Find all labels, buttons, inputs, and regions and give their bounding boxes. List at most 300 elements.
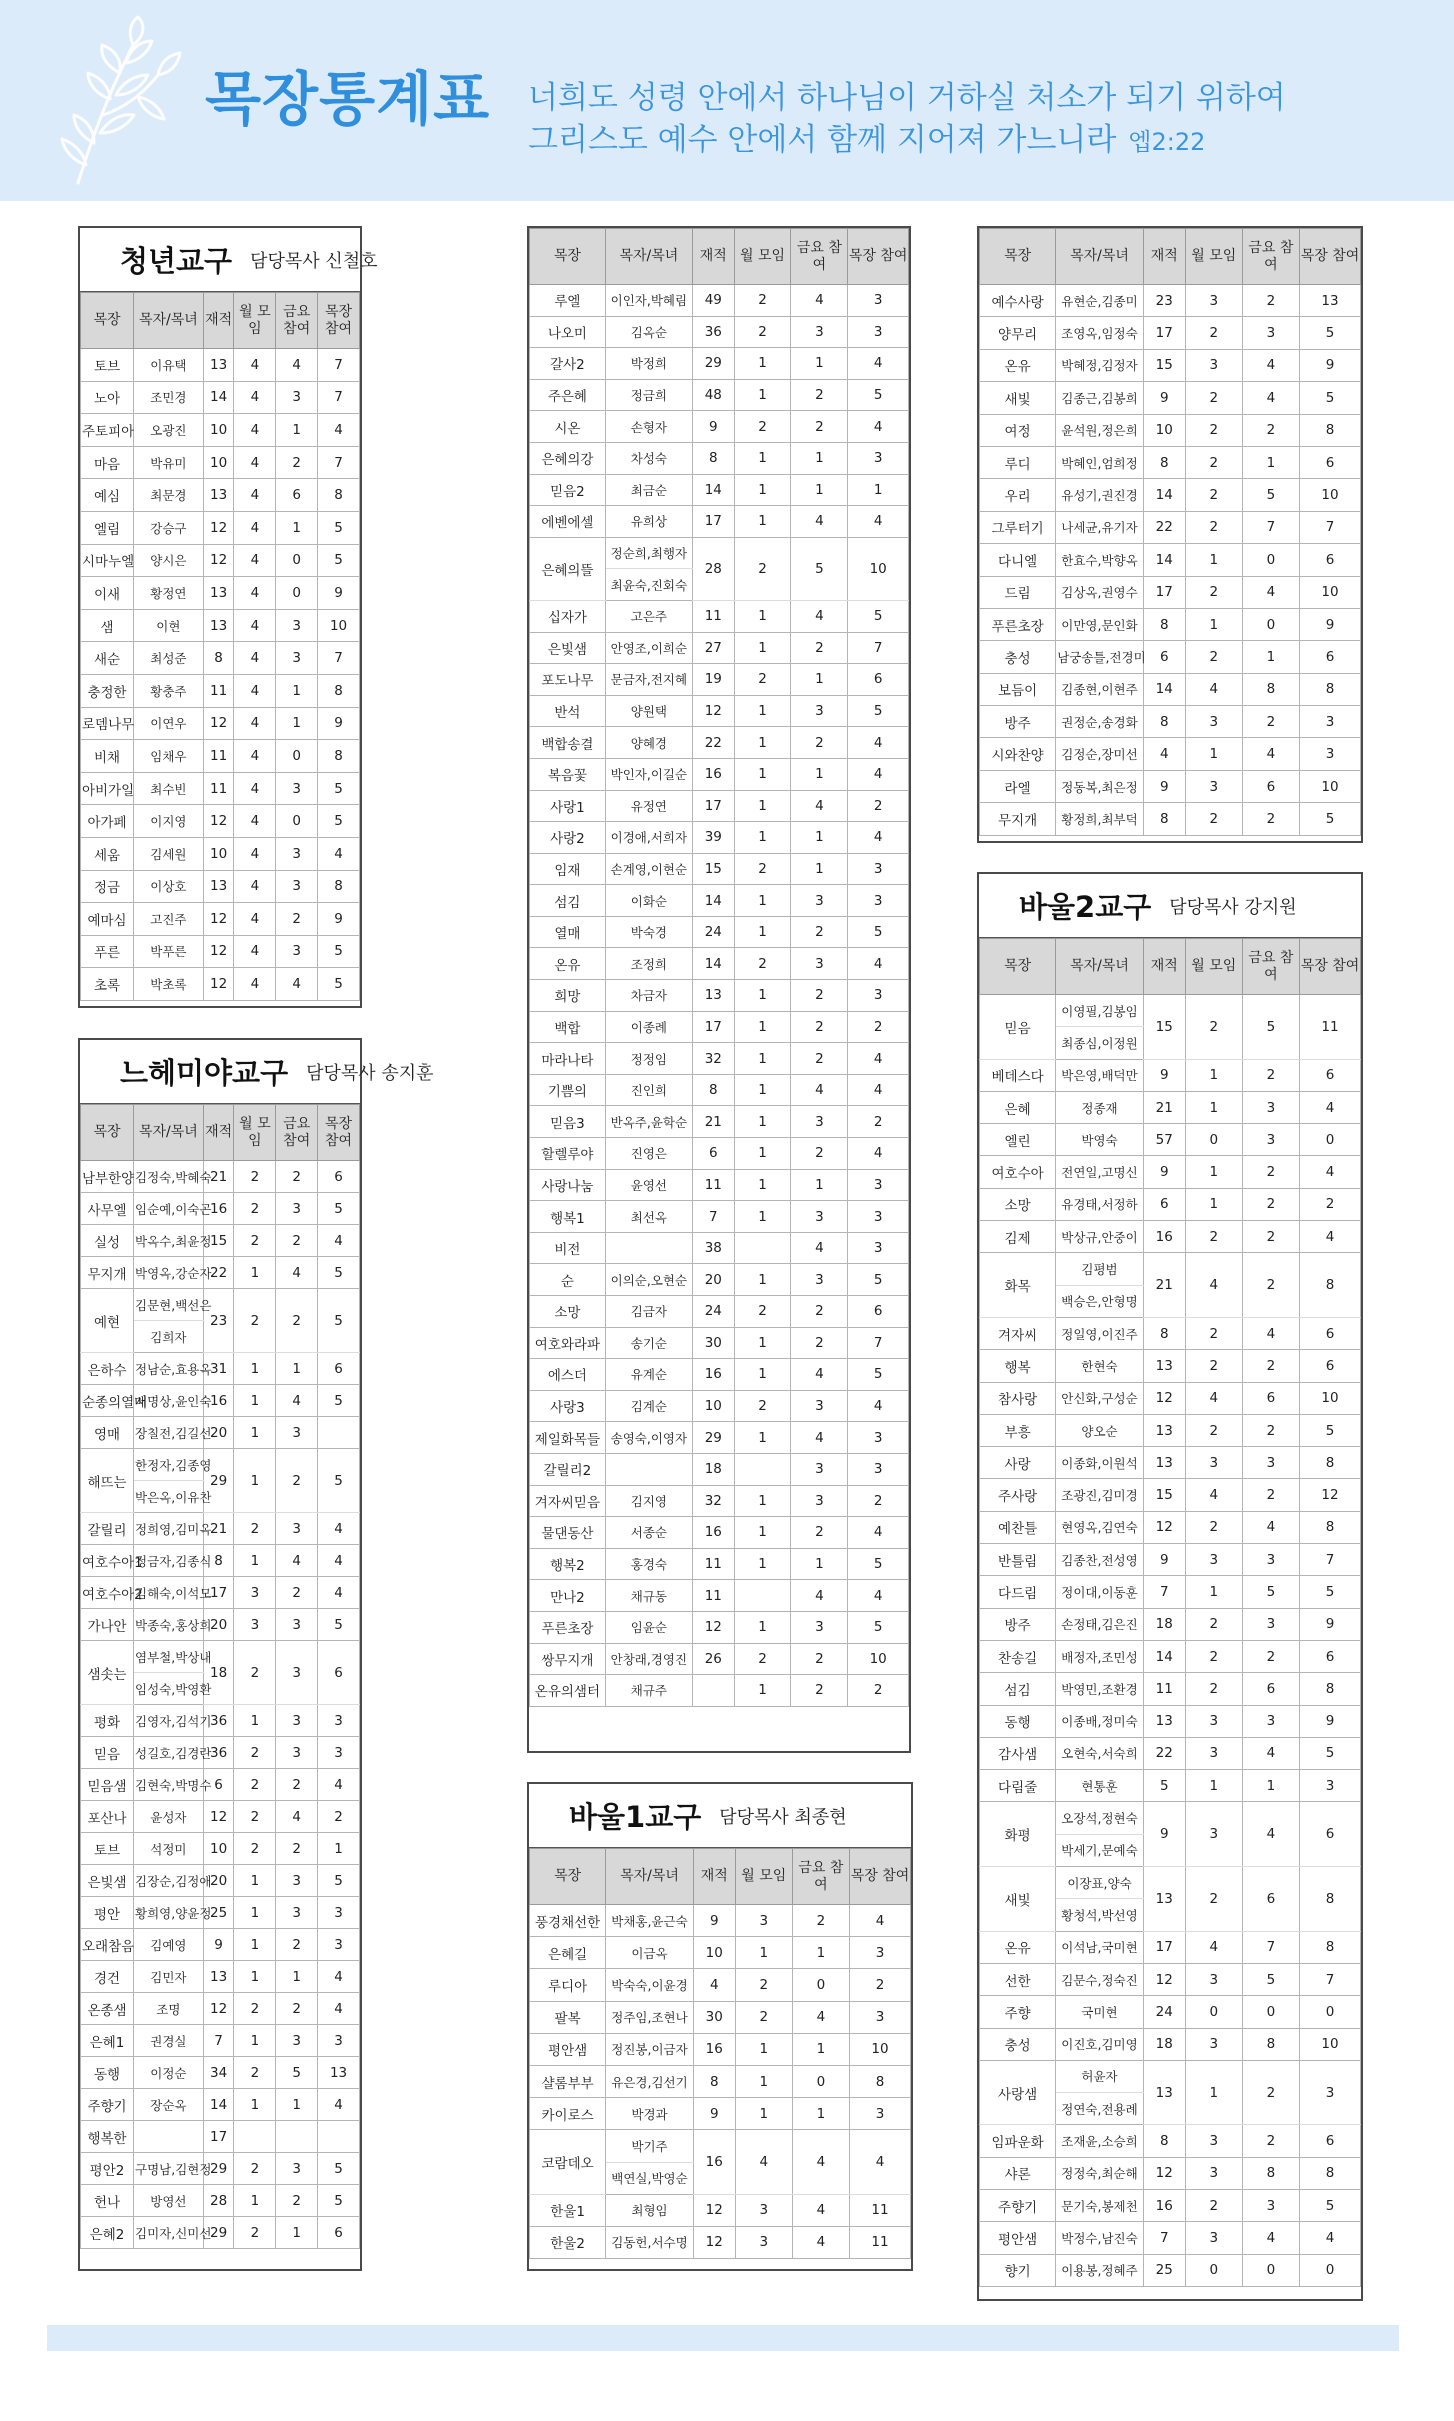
cell-value: 3 xyxy=(791,1611,848,1643)
cell-value: 8 xyxy=(1242,2157,1299,2189)
group-table-nehemiah xyxy=(78,1038,434,2271)
cell-mokjang: 로뎀나무 xyxy=(81,707,134,740)
cell-value: 2 xyxy=(234,1161,276,1193)
table-header-row xyxy=(980,229,1361,285)
cell-mokjang: 은혜2 xyxy=(81,2217,134,2249)
cell-value: 5 xyxy=(848,1359,909,1391)
cell-leaders: 최문경 xyxy=(134,479,204,512)
cell-mokjang: 포산나 xyxy=(81,1801,134,1833)
table-row xyxy=(530,1359,909,1391)
cell-value xyxy=(318,2121,360,2153)
cell-leaders: 김정순,장미선 xyxy=(1056,738,1144,770)
cell-value: 10 xyxy=(1300,576,1361,608)
cell-value: 1 xyxy=(234,1929,276,1961)
cell-leaders: 임윤순 xyxy=(605,1611,692,1643)
cell-mokjang: 새빛 xyxy=(980,1867,1056,1932)
cell-mokjang: 푸른초장 xyxy=(530,1611,606,1643)
cell-value: 15 xyxy=(1143,349,1185,381)
cell-value: 3 xyxy=(791,1264,848,1296)
cell-value: 17 xyxy=(692,1011,734,1043)
cell-value: 3 xyxy=(735,2194,792,2226)
cell-value: 6 xyxy=(203,1769,234,1801)
cell-value: 1 xyxy=(791,822,848,854)
table-header-row xyxy=(81,293,360,349)
table-row xyxy=(81,1353,360,1385)
cell-leaders: 양원택 xyxy=(605,695,692,727)
cell-value: 4 xyxy=(234,805,276,838)
cell-value: 4 xyxy=(1185,1382,1242,1414)
cell-value: 2 xyxy=(276,1993,318,2025)
cell-value: 1 xyxy=(276,511,318,544)
table-row xyxy=(530,1422,909,1454)
cell-mokjang: 사랑3 xyxy=(530,1390,606,1422)
cell-value xyxy=(692,1675,734,1707)
cell-mokjang: 예수사랑 xyxy=(980,285,1056,317)
cell-value: 3 xyxy=(735,1905,792,1937)
cell-value: 3 xyxy=(791,1390,848,1422)
cell-leaders: 이상호 xyxy=(134,870,204,903)
cell-mokjang: 사랑2 xyxy=(530,822,606,854)
table-row xyxy=(81,1161,360,1193)
table-row xyxy=(980,414,1361,446)
cell-leaders: 김예영 xyxy=(134,1929,204,1961)
cell-value: 4 xyxy=(791,1422,848,1454)
cell-value xyxy=(276,2121,318,2153)
cell-leaders: 현영옥,김연숙 xyxy=(1056,1511,1144,1543)
table-row xyxy=(980,608,1361,640)
cell-mokjang: 충성 xyxy=(980,641,1056,673)
cell-value: 4 xyxy=(791,1232,848,1264)
cell-value: 4 xyxy=(234,674,276,707)
cell-value: 2 xyxy=(1185,1867,1242,1932)
cell-value: 4 xyxy=(1185,1253,1242,1318)
cell-value: 8 xyxy=(1300,414,1361,446)
cell-mokjang: 사랑1 xyxy=(530,790,606,822)
cell-value: 18 xyxy=(692,1453,734,1485)
cell-value: 21 xyxy=(203,1513,234,1545)
cell-mokjang: 우리 xyxy=(980,479,1056,511)
table-row xyxy=(81,2057,360,2089)
cell-leaders: 김동헌,서수명 xyxy=(606,2226,694,2258)
cell-mokjang: 찬송길 xyxy=(980,1640,1056,1672)
table-row xyxy=(81,2089,360,2121)
cell-leaders xyxy=(134,2121,204,2153)
cell-value: 1 xyxy=(234,2025,276,2057)
cell-value: 1 xyxy=(791,348,848,380)
cell-leaders: 박혜인,엄희정 xyxy=(1056,446,1144,478)
cell-value: 8 xyxy=(1143,1317,1185,1349)
cell-leaders: 이종화,이원석 xyxy=(1056,1447,1144,1479)
cell-value xyxy=(734,1580,791,1612)
cell-leaders: 채규동 xyxy=(605,1580,692,1612)
table-row xyxy=(81,1897,360,1929)
cell-value: 1 xyxy=(734,1138,791,1170)
cell-leaders: 이경애,서희자 xyxy=(605,822,692,854)
cell-value: 4 xyxy=(1242,1737,1299,1769)
cell-value: 6 xyxy=(1300,1350,1361,1382)
cell-value: 6 xyxy=(1242,1382,1299,1414)
cell-mokjang: 시온 xyxy=(530,411,606,443)
cell-value: 2 xyxy=(1242,285,1299,317)
cell-value: 1 xyxy=(734,916,791,948)
cell-value: 3 xyxy=(1185,1737,1242,1769)
cell-value: 16 xyxy=(693,2130,735,2194)
cell-value: 4 xyxy=(850,1905,911,1937)
table-row xyxy=(980,544,1361,576)
cell-value: 14 xyxy=(1143,1640,1185,1672)
cell-value: 5 xyxy=(318,511,360,544)
cell-value: 2 xyxy=(234,1993,276,2025)
cell-value: 4 xyxy=(234,349,276,382)
cell-mokjang: 김제 xyxy=(980,1221,1056,1253)
cell-mokjang: 온유 xyxy=(980,1931,1056,1963)
cell-value: 3 xyxy=(791,1485,848,1517)
cell-value: 1 xyxy=(1185,608,1242,640)
cell-value: 12 xyxy=(693,2194,735,2226)
cell-leaders: 반옥주,윤학순 xyxy=(605,1106,692,1138)
cell-value: 9 xyxy=(692,411,734,443)
cell-value: 6 xyxy=(318,1161,360,1193)
table-row xyxy=(980,1253,1361,1285)
table-row xyxy=(530,1390,909,1422)
cell-value: 2 xyxy=(792,1905,849,1937)
column-header: 목장 참여 xyxy=(1300,939,1361,995)
cell-value: 1 xyxy=(734,695,791,727)
cell-leaders: 유현순,김종미 xyxy=(1056,285,1144,317)
cell-leaders: 김문수,정숙진 xyxy=(1056,1963,1144,1995)
cell-value: 4 xyxy=(234,446,276,479)
cell-mokjang: 평안 xyxy=(81,1897,134,1929)
column-header: 목장 xyxy=(81,293,134,349)
cell-value: 3 xyxy=(1242,317,1299,349)
cell-leaders: 손계영,이현순 xyxy=(605,853,692,885)
cell-mokjang: 다드림 xyxy=(980,1576,1056,1608)
cell-value: 3 xyxy=(848,1453,909,1485)
cell-leaders: 정동복,최은정 xyxy=(1056,770,1144,802)
cell-value: 32 xyxy=(692,1485,734,1517)
column-header: 금요 참여 xyxy=(276,1105,318,1161)
cell-value: 8 xyxy=(1300,2157,1361,2189)
table-row xyxy=(530,1453,909,1485)
column-header: 월 모임 xyxy=(735,1849,792,1905)
cell-value: 5 xyxy=(276,2057,318,2089)
cell-leaders: 이연우 xyxy=(134,707,204,740)
cell-leaders: 정주임,조현나 xyxy=(606,2001,694,2033)
cell-value: 9 xyxy=(1300,608,1361,640)
cell-value: 14 xyxy=(1143,544,1185,576)
cell-value: 10 xyxy=(692,1390,734,1422)
cell-value: 4 xyxy=(234,511,276,544)
cell-mokjang: 새순 xyxy=(81,642,134,675)
cell-value: 5 xyxy=(848,916,909,948)
cell-value: 3 xyxy=(848,853,909,885)
cell-value: 11 xyxy=(692,600,734,632)
cell-value: 3 xyxy=(276,381,318,414)
cell-value: 10 xyxy=(848,537,909,600)
column-header: 월 모임 xyxy=(1185,229,1242,285)
leaf-branch-icon xyxy=(38,15,188,185)
cell-value: 3 xyxy=(1242,1447,1299,1479)
cell-leaders: 김문현,백선은 xyxy=(134,1289,204,1321)
cell-value: 2 xyxy=(1242,1156,1299,1188)
table-row xyxy=(980,1511,1361,1543)
table-row xyxy=(530,1264,909,1296)
cell-leaders: 김종찬,전성영 xyxy=(1056,1544,1144,1576)
cell-value: 3 xyxy=(1242,1124,1299,1156)
cell-value: 2 xyxy=(791,411,848,443)
cell-mokjang: 새빛 xyxy=(980,382,1056,414)
cell-leaders xyxy=(605,1453,692,1485)
cell-value: 7 xyxy=(1143,1576,1185,1608)
cell-value: 1 xyxy=(1185,544,1242,576)
cell-value: 1 xyxy=(734,1169,791,1201)
table-row xyxy=(980,317,1361,349)
cell-mokjang: 은혜의뜰 xyxy=(530,537,606,600)
cell-value: 0 xyxy=(1300,1124,1361,1156)
cell-value: 26 xyxy=(692,1643,734,1675)
cell-value: 7 xyxy=(1300,1544,1361,1576)
cell-value: 1 xyxy=(276,2089,318,2121)
cell-leaders: 남궁송틀,전경미 xyxy=(1056,641,1144,673)
cell-value: 2 xyxy=(1185,446,1242,478)
cell-value: 13 xyxy=(1143,1867,1185,1932)
table-row xyxy=(980,2028,1361,2060)
cell-value: 2 xyxy=(734,1296,791,1328)
cell-value: 8 xyxy=(203,642,234,675)
cell-value: 1 xyxy=(735,2065,792,2097)
cell-leaders: 장순옥 xyxy=(134,2089,204,2121)
table-row xyxy=(81,935,360,968)
column-header: 금요 참여 xyxy=(276,293,318,349)
table-row xyxy=(980,285,1361,317)
table-row xyxy=(530,1232,909,1264)
cell-value: 0 xyxy=(276,577,318,610)
table-row xyxy=(980,1350,1361,1382)
cell-value: 2 xyxy=(1185,511,1242,543)
cell-value: 3 xyxy=(1242,2189,1299,2221)
cell-leaders: 이의순,오현순 xyxy=(605,1264,692,1296)
cell-value: 4 xyxy=(791,506,848,538)
table-header-row xyxy=(530,1849,911,1905)
cell-value: 3 xyxy=(791,1453,848,1485)
cell-value: 0 xyxy=(276,805,318,838)
cell-value: 3 xyxy=(848,316,909,348)
cell-value: 3 xyxy=(1242,1608,1299,1640)
cell-leaders: 양오순 xyxy=(1056,1414,1144,1446)
cell-value: 5 xyxy=(848,1264,909,1296)
cell-value: 3 xyxy=(1185,1963,1242,1995)
cell-value: 1 xyxy=(1185,1059,1242,1091)
cell-value: 11 xyxy=(203,674,234,707)
cell-value: 4 xyxy=(1185,673,1242,705)
group-title xyxy=(979,874,1361,938)
cell-leaders: 김금자 xyxy=(605,1296,692,1328)
cell-value: 0 xyxy=(792,2065,849,2097)
cell-leaders: 임채우 xyxy=(134,740,204,773)
cell-mokjang: 샘솟는 xyxy=(81,1641,134,1705)
cell-value: 2 xyxy=(791,916,848,948)
table-row xyxy=(980,1188,1361,1220)
cell-value: 4 xyxy=(276,1801,318,1833)
cell-mokjang: 여호수아2 xyxy=(81,1577,134,1609)
cell-value: 4 xyxy=(234,935,276,968)
cell-value: 3 xyxy=(1185,2157,1242,2189)
cell-value: 24 xyxy=(692,916,734,948)
cell-value: 4 xyxy=(1242,382,1299,414)
cell-mokjang: 에벤에셀 xyxy=(530,506,606,538)
cell-mokjang: 반석 xyxy=(530,695,606,727)
cell-leaders: 김장순,김정애 xyxy=(134,1865,204,1897)
cell-value: 16 xyxy=(1143,1221,1185,1253)
cell-mokjang: 믿음샘 xyxy=(81,1769,134,1801)
cell-value: 4 xyxy=(234,414,276,447)
cell-value: 2 xyxy=(1242,706,1299,738)
cell-value: 6 xyxy=(276,479,318,512)
cell-leaders: 이유택 xyxy=(134,349,204,382)
cell-leaders: 박기주 xyxy=(606,2130,694,2162)
cell-value: 10 xyxy=(318,609,360,642)
table-row xyxy=(81,968,360,1001)
cell-value: 32 xyxy=(692,1043,734,1075)
cell-value: 2 xyxy=(1185,317,1242,349)
cell-value: 0 xyxy=(1242,1996,1299,2028)
cell-mokjang: 토브 xyxy=(81,1833,134,1865)
cell-value: 8 xyxy=(203,1545,234,1577)
table-row xyxy=(530,916,909,948)
cell-value: 2 xyxy=(276,1929,318,1961)
cell-leaders: 김희자 xyxy=(134,1321,204,1353)
cell-value: 16 xyxy=(693,2033,735,2065)
cell-mokjang: 정금 xyxy=(81,870,134,903)
cell-mokjang: 주향 xyxy=(980,1996,1056,2028)
cell-value: 17 xyxy=(1143,317,1185,349)
cell-value: 2 xyxy=(791,980,848,1012)
cell-value: 1 xyxy=(734,1611,791,1643)
column-header: 목장 xyxy=(81,1105,134,1161)
cell-mokjang: 복음꽃 xyxy=(530,758,606,790)
cell-leaders: 손형자 xyxy=(605,411,692,443)
cell-value: 1 xyxy=(234,1897,276,1929)
table-row xyxy=(980,2060,1361,2092)
cell-value: 4 xyxy=(234,381,276,414)
cell-mokjang: 실성 xyxy=(81,1225,134,1257)
cell-leaders: 손정태,김은진 xyxy=(1056,1608,1144,1640)
cell-value: 4 xyxy=(234,968,276,1001)
cell-value: 0 xyxy=(276,740,318,773)
cell-value: 13 xyxy=(1143,1447,1185,1479)
cell-value: 3 xyxy=(791,948,848,980)
table-row xyxy=(81,349,360,382)
cell-mokjang: 은혜1 xyxy=(81,2025,134,2057)
table-row xyxy=(980,382,1361,414)
cell-mokjang: 겨자씨믿음 xyxy=(530,1485,606,1517)
cell-value: 2 xyxy=(791,1327,848,1359)
cell-leaders: 권경실 xyxy=(134,2025,204,2057)
cell-value: 8 xyxy=(318,674,360,707)
cell-mokjang: 기쁨의 xyxy=(530,1074,606,1106)
cell-leaders: 유성기,권진경 xyxy=(1056,479,1144,511)
cell-leaders: 박옥수,최윤정 xyxy=(134,1225,204,1257)
cell-value: 4 xyxy=(1242,1511,1299,1543)
table-row xyxy=(530,695,909,727)
cell-value: 2 xyxy=(276,903,318,936)
cell-mokjang: 갈릴리 xyxy=(81,1513,134,1545)
cell-leaders xyxy=(605,1232,692,1264)
cell-leaders: 김계순 xyxy=(605,1390,692,1422)
cell-value: 27 xyxy=(692,632,734,664)
cell-value: 3 xyxy=(848,285,909,317)
cell-value: 4 xyxy=(318,1993,360,2025)
cell-value: 1 xyxy=(848,474,909,506)
cell-value: 1 xyxy=(734,727,791,759)
cell-mokjang: 선한 xyxy=(980,1963,1056,1995)
table-row xyxy=(530,2033,911,2065)
cell-value: 30 xyxy=(692,1327,734,1359)
table-row xyxy=(81,511,360,544)
cell-value: 7 xyxy=(318,381,360,414)
cell-value: 12 xyxy=(692,1611,734,1643)
table-row xyxy=(530,1074,909,1106)
cell-value: 4 xyxy=(848,506,909,538)
cell-value: 4 xyxy=(1242,2222,1299,2254)
cell-mokjang: 한울1 xyxy=(530,2194,606,2226)
cell-value: 8 xyxy=(692,442,734,474)
cell-value: 6 xyxy=(848,1296,909,1328)
cell-value: 2 xyxy=(276,1769,318,1801)
cell-leaders: 배정자,조민성 xyxy=(1056,1640,1144,1672)
cell-value: 17 xyxy=(692,790,734,822)
cell-value: 17 xyxy=(203,2121,234,2153)
column-header: 월 모임 xyxy=(234,293,276,349)
cell-value: 2 xyxy=(734,948,791,980)
cell-value: 4 xyxy=(848,1580,909,1612)
cell-value: 1 xyxy=(1242,641,1299,673)
cell-mokjang: 감사샘 xyxy=(980,1737,1056,1769)
cell-value: 4 xyxy=(791,1580,848,1612)
column-header: 재적 xyxy=(693,1849,735,1905)
cell-value: 8 xyxy=(1300,1931,1361,1963)
cell-value: 2 xyxy=(1242,2125,1299,2157)
cell-value: 8 xyxy=(1143,706,1185,738)
cell-value: 3 xyxy=(1185,1544,1242,1576)
cell-value: 1 xyxy=(792,1937,849,1969)
cell-leaders: 양시은 xyxy=(134,544,204,577)
cell-value: 1 xyxy=(734,980,791,1012)
cell-value: 0 xyxy=(1185,1996,1242,2028)
cell-mokjang: 엘린 xyxy=(980,1124,1056,1156)
cell-leaders: 오광진 xyxy=(134,414,204,447)
cell-value: 2 xyxy=(234,1289,276,1353)
cell-value: 10 xyxy=(203,414,234,447)
table-row xyxy=(980,1544,1361,1576)
cell-mokjang: 행복1 xyxy=(530,1201,606,1233)
cell-value: 31 xyxy=(203,1353,234,1385)
cell-leaders: 정정임 xyxy=(605,1043,692,1075)
cell-value: 2 xyxy=(1300,1188,1361,1220)
table-row xyxy=(530,348,909,380)
footer-bar xyxy=(47,2325,1399,2351)
cell-value: 29 xyxy=(203,2217,234,2249)
cell-value: 1 xyxy=(734,1422,791,1454)
table-row xyxy=(530,980,909,1012)
cell-value: 4 xyxy=(276,1257,318,1289)
cell-mokjang: 세움 xyxy=(81,837,134,870)
cell-value: 13 xyxy=(1300,285,1361,317)
cell-mokjang: 예마심 xyxy=(81,903,134,936)
table-row xyxy=(81,1225,360,1257)
cell-value: 4 xyxy=(791,285,848,317)
cell-value: 3 xyxy=(276,1609,318,1641)
